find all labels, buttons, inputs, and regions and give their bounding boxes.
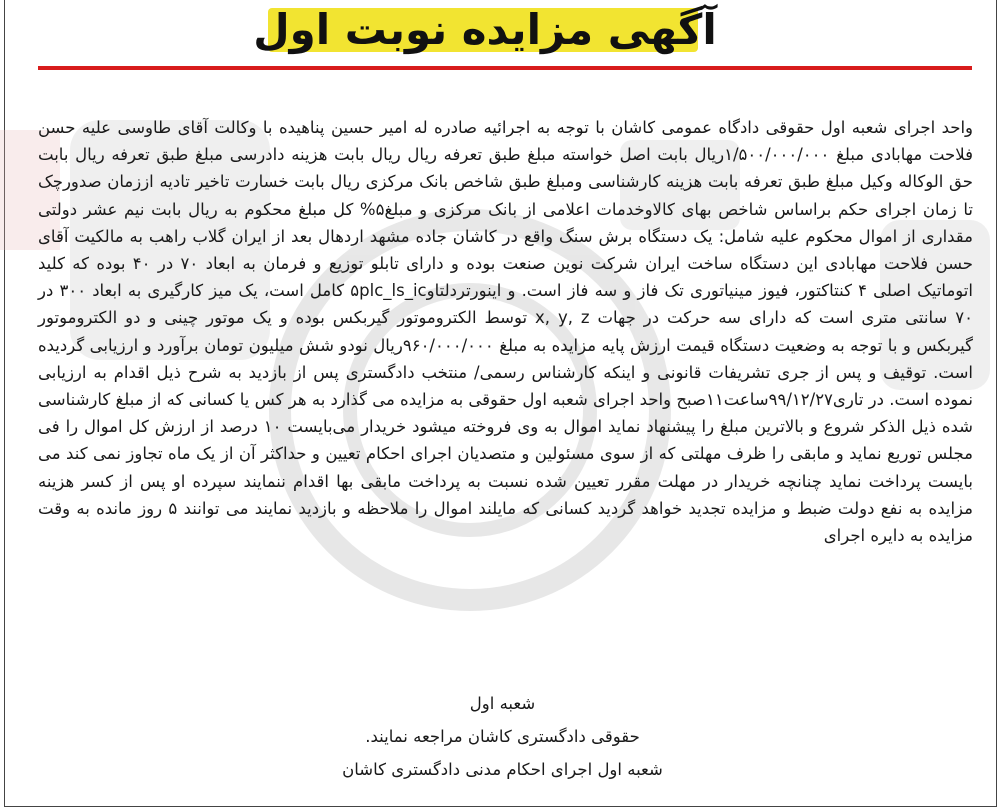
notice-header xyxy=(0,0,1005,70)
closing-instruction: حقوقی دادگستری کاشان مراجعه نمایند. xyxy=(365,727,640,746)
notice-body xyxy=(38,114,973,549)
signature-line: شعبه اول اجرای احکام مدنی دادگستری کاشان xyxy=(342,760,663,779)
title-rule xyxy=(38,66,972,70)
closing-branch: شعبه اول xyxy=(469,694,536,713)
notice-title: آگهی مزایده نوبت اول xyxy=(253,5,717,54)
body-paragraph: واحد اجرای شعبه اول حقوقی دادگاه عمومی کاشان با توجه به اجرائیه صادره له امیر حسین پناهیده با وکالت آقای طاوسی علیه حسن فلاحت مهابادی مبلغ ۱/۵۰۰/۰۰۰/۰۰۰ریال بابت اصل خواسته مبلغ طبق تعرفه ریال ریال بابت هزینه دادرسی مبلغ طبق تعرفه ریال بابت حق الوکاله وکیل مبلغ طبق تعرفه بابت هزینه کارشناسی ومبلغ طبق شاخص بانک مرکزی ریال بابت خسارت تاخیر تادیه اززمان صدورچک تا زمان اجرای حکم براساس شاخص بهای کالاوخدمات اعلامی از بانک مرکزی و مبلغ۵% کل مبلغ محکوم به ریال بابت نیم عشر دولتی مقداری از اموال محکوم علیه شامل: یک دستگاه برش سنگ واقع در کاشان جاده مشهد اردهال بعد از ایران گلاب راهب به مالکیت آقای حسن فلاحت مهابادی این دستگاه ساخت ایران شرکت نوین صنعت بوده و دارای تابلو توزیع و فرمان به ابعاد ۷۰ در ۴۰ بوده که کلید اتوماتیک اصلی ۴ کنتاکتور، فیوز مینیاتوری تک فاز و سه فاز است. و اینورتردلتاو۵plc_ls_ic کامل است، یک میز کارگیری به ابعاد ۳۰۰ در ۷۰ سانتی متری است که دارای سه حرکت در جهات x, y, z توسط الکتروموتور گیربکس بوده و یک موتور چینی و دو الکتروموتور گیربکس و با توجه به وضعیت دستگاه قیمت ارزش پایه مزایده به مبلغ ۹۶۰/۰۰۰/۰۰۰ریال نودو شش میلیون تومان برآورد و ارزیابی گردیده است. توقیف و پس از جری تشریفات قانونی و اینکه کارشناس رسمی/ منتخب دادگستری پس از بازدید به شرح ذیل اقدام به ارزیابی نموده است. در تاری۹۹/۱۲/۲۷ساعت۱۱صبح واحد اجرای شعبه اول حقوقی به مزایده می گذارد به هر کس یا کسانی که از مبلغ کارشناسی شده ذیل الذکر شروع و بالاترین مبلغ را پیشنهاد نماید اموال به وی فروخته میشود خریدار می‌بایست ۱۰ درصد از ارزش کل اموال را فی مجلس توریع نماید و مابقی را ظرف مهلتی که از سوی مسئولین و متصدیان اجرای احکام تعیین و حداکثر آن از یک ماه تجاوز نمی کند می بایست پرداخت نماید چنانچه خریدار در مهلت مقرر تعیین شده نسبت به پرداخت مابقی بها اقدام ننمایند سپرده او پس از کسر هزینه مزایده به نفع دولت ضبط و مزایده تجدید خواهد گردید کسانی که مایلند اموال را ملاحظه و بازدید نمایند می توانند ۵ روز مانده به وقت مزایده به دایره اجرای xyxy=(38,118,974,546)
